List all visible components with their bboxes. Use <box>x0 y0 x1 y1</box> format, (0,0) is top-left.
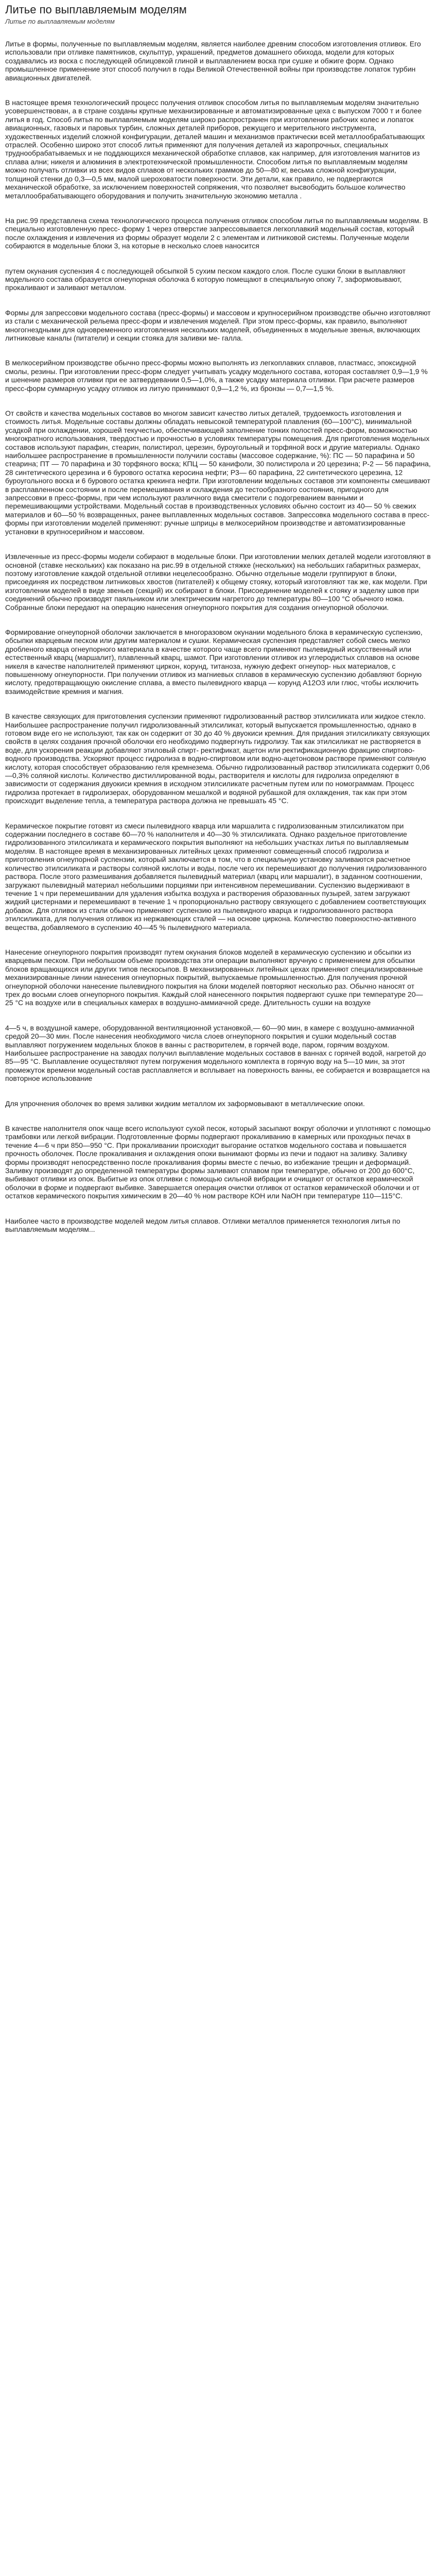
paragraph: В настоящее время технологический процесс получения отливок способом литья по выплавляемым моделям значительно усовершенствован, а в стране созданы крупные механизированные и автоматизированные цеха с выпуском 7000 т и более литья в год. Способ литья по выплавляемым моделям широко распространен при изготовлении рабочих колес и лопаток авиационных, газовых и паровых турбин, сложных деталей приборов, режущего и мерительного инструмента, художественных изделий сложной конфигурации, деталей машин и механизмов практически всей металлообрабатывающих отраслей. Особенно широко этот способ литья применяют для получения деталей из жаропрочных, специальных труднообрабатываемых и не поддающихся механической обработке сплавов, как например, для изготовления магнитов из сплава ални; никеля и алюминия в электротехнической промышленности. Способом литья по выплавляемым моделям можно получать отливки из всех видов сплавов от нескольких граммов до 50—80 кг, весьма сложной конфигурации, толщиной стенки до 0,3—0,5 мм, малой шероховатости поверхности. Эти детали, как правило, не подвергаются механической обработке, за исключением поверхностей сопряжения, что позволяет высвободить большое количество металлообрабатывающего оборудования и получить значительную экономию металла . <box>5 98 425 200</box>
paragraph: В мелкосерийном производстве обычно пресс-формы можно выполнять из легкоплавких сплавов, пластмасс, эпоксидной смолы, резины. При изготовлении пресс-форм следует учитывать усадку модельного состава, которая составляет 0,9—1,9 % и шенение размеров отливки при ее затвердевании 0,5—1,0%, а также усадку материала отливки. При расчете размеров пресс-форм суммарную усадку отливок из литую принимают 0,9—1,2 %, из бронзы — 0,7—1,5 %. <box>5 359 428 393</box>
paragraph: путем окунания суспензия 4 с последующей обсыпкой 5 сухим песком каждого слоя. После сушки блоки в выплавляют модельного состава образуется огнеупорная оболочка 6 которую помещают в специальную опоку 7, заформовывают, прокаливают и заливают металлом. <box>5 266 406 292</box>
paragraph: Извлеченные из пресс-формы модели собирают в модельные блоки. При изготовлении мелких деталей модели изготовляют в основной (ставке нескольких) как показано на рис.99 в отдельной стяжке (нескольких) на небольших габаритных размерах, поэтому изготовление каждой отдельной отливки нецелесообразно. Обычно отдельные модели группируют в блоки, присоединяя их посредством литниковых хвостов (питателей) к общему стояку, который изготовляют так же, как модели. При изготовлении моделей в виде звеньев (секций) их собирают в блоки. Присоединение моделей к стояку и заделку швов при соединений обычно производят паяльником или электрическим нагретого до температуры 80—100 °С обычного ножа. Собранные блоки передают на операцию нанесения огнеупорного покрытия для создания огнеупорной оболочки. <box>5 552 431 612</box>
article-body <box>5 40 431 1234</box>
paragraph: Формирование огнеупорной оболочки заключается в многоразовом окунании модельного блока в керамическую суспензию, обсыпки кварцевым песком или другим материалом и сушки. Керамическая суспензия представляет собой смесь мелко дробленого кварца огнеупорного материала в качестве которого чаще всего применяют пылевидный искусственный или естественный кварц (маршалит), плавленный кварц, шамот. При изготовлении отливок из углеродистых сплавов на основе никеля в качестве наполнителей применяют циркон, корунд, титаноза, нужную дефект огнеупор- ных материалов, с повышенному огнеупорности. При получении отливок из магниевых сплавов в керамическую суспензию добавляют борную кислоту, предотвращающую окисление сплава, а вместо пылевидного кварца — корунд А12О3 или глюс, чтобы исключить взаимодействие кремния и магния. <box>5 628 423 696</box>
paragraph: 4—5 ч, в воздушной камере, оборудованной вентиляционной установкой,— 60—90 мин, в камере с воздушно-аммиачной средой 20—30 мин. После нанесения необходимого числа слоев огнеупорного покрытия и сушки модельный состав выплавляют погружением модельных блоков в ванны с растворителем, в горячей воде, паром, горячим воздухом. Наибольшее распространение на заводах получил выплавление модельных составов в ваннах с горячей водой, нагретой до 85—95 °С. Выплавление осуществляют путем погружения модельного комплекта в горячую воду на 5—10 мин, за этот промежуток времени модельный состав расплавляется и всплывает на поверхность ванны, ее собирается и возвращается на повторное использование <box>5 1023 430 1083</box>
paragraph: Наиболее часто в производстве моделей медом литья сплавов. Отливки металлов применяется технология литья по выплавляемым моделям... <box>5 1216 400 1234</box>
page-subtitle: Литье по выплавляемым моделям <box>5 18 115 25</box>
paragraph: На рис.99 представлена схема технологического процесса получения отливок способом литья по выплавляемым моделям. В специально изготовленную пресс- форму 1 через отверстие запрессовывается легкоплавкий модельный состав, который после охлаждения и извлечения из формы образует модели 2 с элементам и литниковой системы. Полученные модели собираются в модельные блоки 3, на которые в несколько слоев наносится <box>5 216 428 250</box>
paragraph: В качестве наполнителя опок чаще всего используют сухой песок, который засыпают вокруг оболочки и уплотняют с помощью трамбовки или легкой вибрации. Подготовленные формы подвергают прокаливанию в камерных или проходных печах в течение 4—6 ч при 850—950 °С. При прокаливании происходит выгорание остатков модельного состава и повышается прочность оболочек. После прокаливания и охлаждения опоки вынимают формы из печи и подают на заливку. Заливку формы производят непосредственно после прокаливания формы вместе с печью, во избежание трещин и деформаций. Заливку производят до определенной температуры формы заливают сплавом при температуре, обычно от 200 до 600°С, выбивают отливки из опок. Выбитые из опок отливки с помощью сильной вибрации и очищают от остатков керамической оболочки в форме и подвергают выбивке. Завершается операция очистки отливок от остатков керамической оболочки и от остатков керамического покрытия химическим в 20—40 % ном растворе КОН или NaOH при температуре 110—115°С. <box>5 1124 431 1200</box>
paragraph: Формы для запрессовки модельного состава (пресс-формы) и массовом и крупносерийном производстве обычно изготовляют из стали с механической рельема пресс-форм и извлечения моделей. При этом пресс-формы, как правило, выполняют многогнездными для одновременного изготовления нескольких моделей, объединенных в модельные звенья, включающих литниковые каналы (питатели) и секции стояка для заливки ме- галла. <box>5 308 431 342</box>
paragraph: Нанесение огнеупорного покрытия производят путем окунания блоков моделей в керамическую суспензию и обсыпки из кварцевым песком. При небольшом объеме производства эти операции выполняют вручную с применением для обсыпки блоков вращающихся или других типов пескосыпов. В механизированных литейных цехах применяют специализированные механизированные линии нанесения огнеупорных покрытий, выпускаемые промышленностью. Для получения прочной огнеупорной оболочки нанесение пылевидного покрытия на блоки моделей повторяют несколько раз. Обычно наносят от трех до восьми слоев огнеупорного покрытия. Каждый слой нанесенного покрытия подвергают сушке при температуре 20—25 °С на воздухе или в специальных камерах в воздушно-аммиачной среде. Длительность сушки на воздухе <box>5 947 423 1007</box>
paragraph: В качестве связующих для приготовления суспензии применяют гидролизованный раствор этилсиликата или жидкое стекло. Наибольшее распространение получил гидролизованный этилсиликат, который выпускается промышленностью, однако в готовом виде его не используют, так как он содержит от 30 до 40 % двуокиси кремния. Для придания этилсиликату связующих свойств в целях создания прочной оболочки его необходимо подвергнуть гидролизу. Так как этилсиликат не растворяется в воде, для ускорения реакции добавляют этиловый спирт- ректификат, ацетон или ректификационную фракцию спиртово-водного производства. Ускоряют процесс гидролиза в водно-спиртовом или водно-ацетоновом растворе применяют соляную кислоту, которая способствует образованию геля кремнезема. Обычно гидролизованный раствор этилсиликата содержит 0,06—0,3% соляной кислоты. Количество дистиллированной воды, растворителя и кислоты для гидролиза определяют в зависимости от содержания двуокиси кремния в исходном этилсиликате расчетным путем или по номограммам. Процесс гидролиза протекает в гидролизерах, оборудованном мешалкой и водяной рубашкой для охлаждения, так как при этом происходит выделение тепла, а температура раствора должна не превышать 45 °С. <box>5 712 430 805</box>
page-title: Литье по выплавляемым моделям <box>5 3 187 16</box>
paragraph: Керамическое покрытие готовят из смеси пылевидного кварца или маршалита с гидролизованным этилсиликатом при содержании последнего в составе 60—70 % наполнителя и 40—30 % этилсиликата. Однако раздельное приготовление гидролизованного этилсиликата и керамического покрытия выполняют на небольших участках литья по выплавляемым моделям. В настоящее время в механизированных литейных цехах применяют совмещенный способ гидролиза и приготовления огнеупорной суспензии, который заключается в том, что в специальную установку заливаются расчетное количество этилсиликата и растворы соляной кислоты и воды, после чего их перемешивают до получения гидролизованного раствора. После этого размешивания добавляется пылевидный материал (кварц или маршалит), в заданном соотношении, загружают пылевидный материал небольшими порциями при интенсивном перемешивании. Суспензию выдерживают в течение 1 ч при перемешивании для удаления избытка воздуха и растворения образованных пузырей, затем загружают жидкий цистернами и перемешивают в течение 1 ч пропорционально раствору связующего с добавлением соответствующих добавок. Для отливок из стали обычно применяют суспензию из пылевидного кварца и гидролизованного раствора этилсиликата, для получения отливок из нержавеющих сталей — на основе циркона. Количество поверхностно-активного вещества, добавляемого в суспензию 40—45 % пылевидного материала. <box>5 821 427 931</box>
paragraph: Литье в формы, полученные по выплавляемым моделям, является наиболее древним способом изготовления отливок. Его использовали при отливке памятников, скульптур, украшений, предметов домашнего обихода, модели для которых создавались из воска с последующей облицовкой глиной и выплавлением воска при сушке и обжиге форм. Однако промышленное применение этот способ получил в годы Великой Отечественной войны при производстве лопаток турбин авиационных двигателей. <box>5 40 421 82</box>
page <box>0 3 436 1261</box>
paragraph: От свойств и качества модельных составов во многом зависит качество литых деталей, трудоемкость изготовления и стоимость литья. Модельные составы должны обладать невысокой температурой плавления (60—100°С), минимальной усадкой при охлаждении, хорошей текучестью, обеспечивающей заполнение тонких полостей пресс-форм, возможностью многократного использования, твердостью и прочностью в условиях температуры помещения. Для приготовления модельных составов используют парафин, стеарин, полистирол, церезин, буроугольный и торфяной воск и другие материалы. Однако наибольшее распространение в промышленности получили составы (массовое содержание, %): ПС — 50 парафина и 50 стеарина; ПТ — 70 парафина и 30 торфяного воска; КПЦ — 50 канифоли, 30 полистирола и 20 церезина; Р-2 — 56 парафина, 28 синтетического церезина и 6 бурового остатка керосина нефти; Р3— 60 парафина, 22 синтетического церезина, 12 буроугольного воска и 6 бурового остатка крекинга нефти. При изготовлении модельных составов эти компоненты смешивают в расплавленном состоянии и после перемешивания и охлаждения до тестообразного состояния, пригодного для запрессовки в пресс-формы, при чем используют различного вида смесители с подогреванием ванными и перемешивающими устройствами. Модельный состав в производственных условиях обычно состоит из 40— 50 % свежих материалов и 60—50 % возвращенных, ранее выплавленных модельных составов. Запрессовка модельного состава в пресс-формы при изготовлении моделей применяют: ручные шприцы в мелкосерийном производстве и автоматизированные установки в крупносерийном и массовом. <box>5 409 431 536</box>
paragraph: Для упрочнения оболочек во время заливки жидким металлом их заформовывают в металлические опоки. <box>5 1099 365 1108</box>
